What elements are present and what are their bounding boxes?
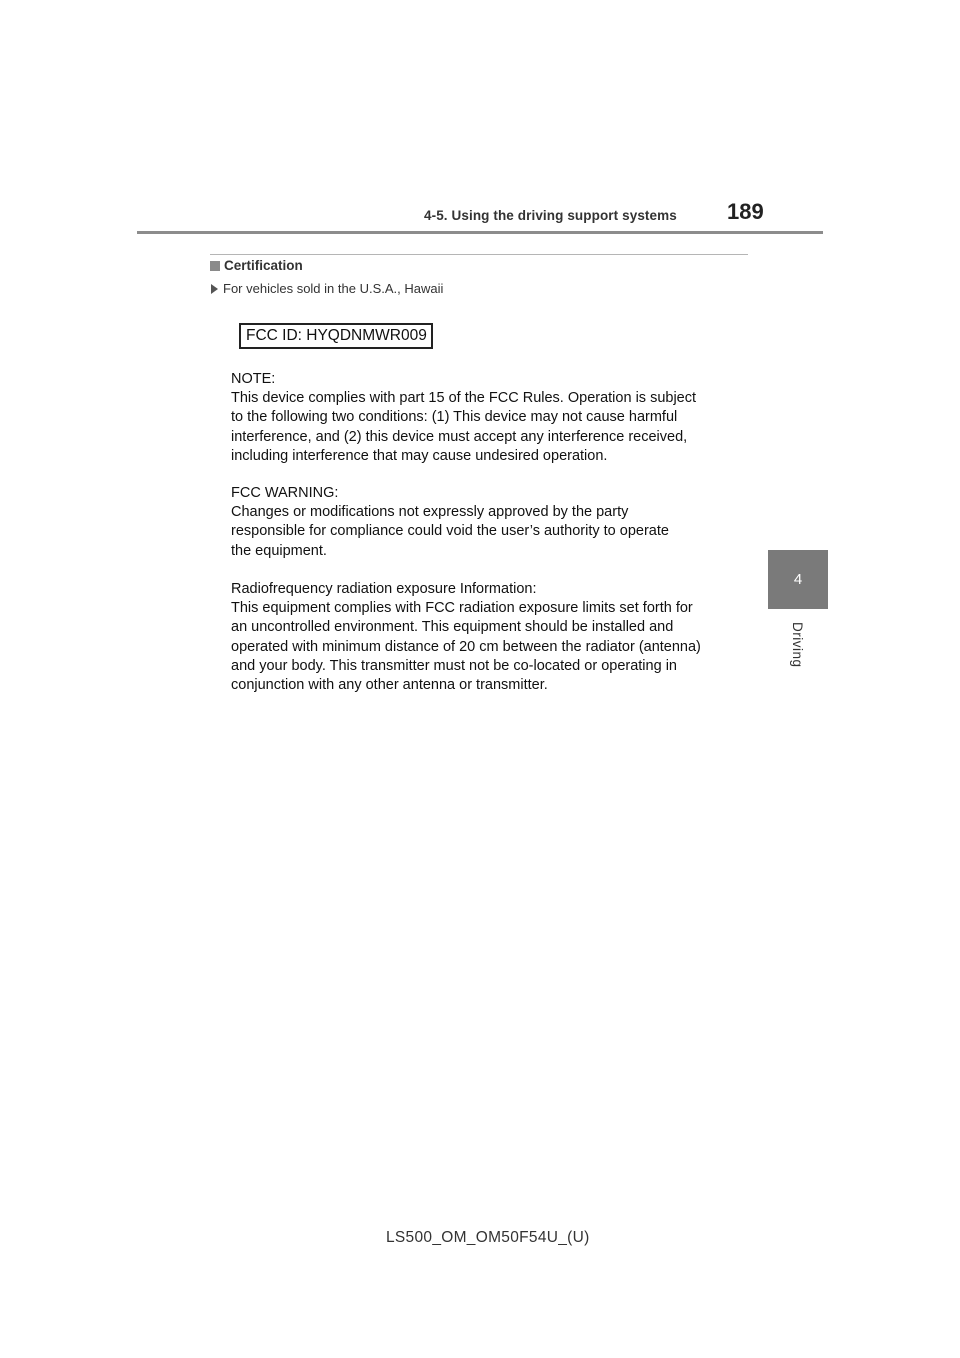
square-bullet-icon	[210, 261, 220, 271]
section-divider	[210, 254, 748, 255]
radiation-line: Radiofrequency radiation exposure Information:	[231, 581, 537, 597]
manual-code-footer: LS500_OM_OM50F54U_(U)	[386, 1229, 590, 1246]
chapter-tab: 4	[768, 550, 828, 609]
warning-line: Changes or modifications not expressly approved by the party	[231, 504, 629, 521]
page-number: 189	[727, 199, 764, 224]
radiation-line: operated with minimum distance of 20 cm between the radiator (antenna)	[231, 638, 701, 655]
section-heading	[210, 258, 303, 273]
triangle-bullet-icon	[211, 284, 218, 294]
warning-line: responsible for compliance could void the user’s authority to operate	[231, 523, 669, 540]
note-paragraph	[231, 370, 736, 466]
radiation-line: conjunction with any other antenna or transmitter.	[231, 677, 548, 694]
warning-paragraph	[231, 484, 736, 561]
header-section-title: 4-5. Using the driving support systems	[424, 208, 677, 223]
chapter-tab-label: Driving	[790, 622, 805, 668]
radiation-line: and your body. This transmitter must not be co-located or operating in	[231, 657, 677, 674]
fcc-id-box: FCC ID: HYQDNMWR009	[239, 323, 433, 349]
note-line: to the following two conditions: (1) This device may not cause harmful	[231, 409, 678, 426]
subheading-text: For vehicles sold in the U.S.A., Hawaii	[223, 281, 444, 296]
section-heading-text: Certification	[224, 258, 303, 273]
header-divider	[137, 231, 823, 234]
radiation-line: This equipment complies with FCC radiation exposure limits set forth for	[231, 600, 693, 617]
note-line: interference, and (2) this device must accept any interference received,	[231, 428, 688, 445]
warning-line: the equipment.	[231, 542, 327, 559]
subheading	[211, 281, 443, 296]
certification-label	[231, 318, 701, 730]
note-line: NOTE:	[231, 371, 276, 387]
radiation-paragraph	[231, 580, 736, 695]
note-line: This device complies with part 15 of the FCC Rules. Operation is subject	[231, 390, 697, 407]
radiation-line: an uncontrolled environment. This equipment should be installed and	[231, 619, 674, 636]
note-line: including interference that may cause undesired operation.	[231, 447, 608, 464]
warning-line: FCC WARNING:	[231, 485, 339, 501]
